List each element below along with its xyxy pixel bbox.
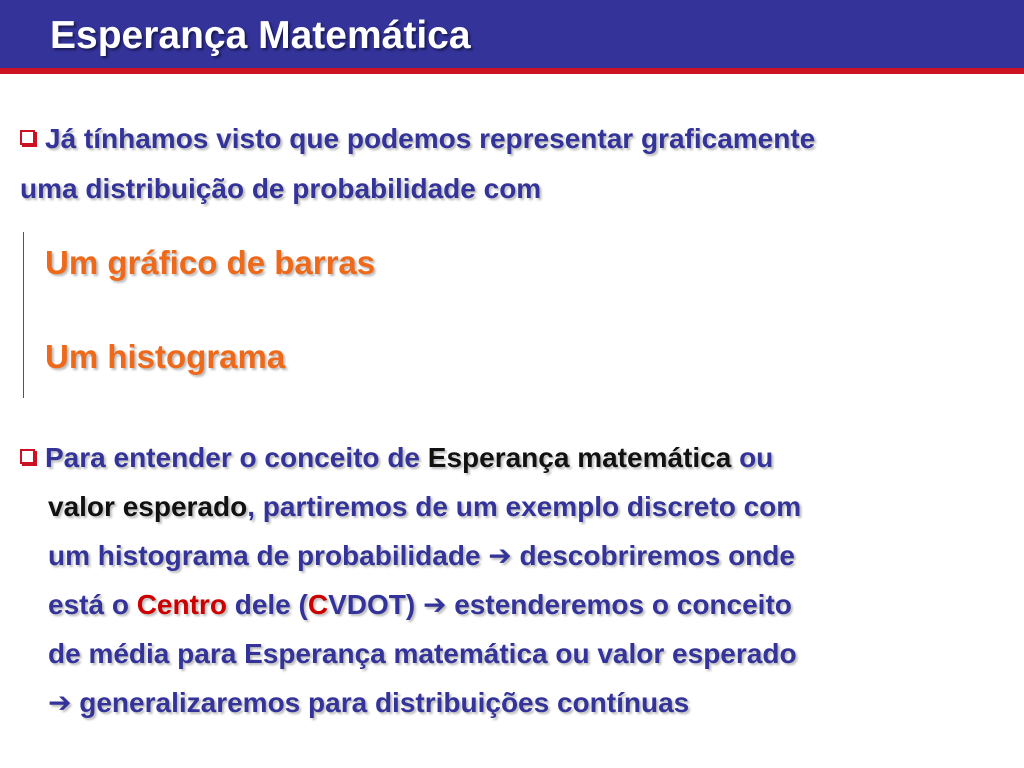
concept-text: de média para Esperança matemática ou valor esperado xyxy=(48,638,797,669)
square-bullet-icon xyxy=(20,449,35,464)
concept-text: descobriremos onde xyxy=(511,540,795,571)
right-arrow-icon: ➔ xyxy=(488,539,512,572)
concept-line xyxy=(20,531,1005,580)
term-valor-esperado: valor esperado xyxy=(48,491,248,522)
concept-text: VDOT) xyxy=(328,589,423,620)
concept-text: dele ( xyxy=(226,589,308,620)
concept-text: está o xyxy=(48,589,137,620)
concept-text: generalizaremos para distribuições contínuas xyxy=(71,687,690,718)
list-item-bar-chart: Um gráfico de barras xyxy=(45,244,376,281)
concept-text: estenderemos o conceito xyxy=(446,589,792,620)
term-c: C xyxy=(307,589,329,620)
title-divider xyxy=(0,68,1024,74)
intro-line-1: Já tínhamos visto que podemos representar graficamente xyxy=(45,123,816,154)
concept-text: ou xyxy=(731,442,774,473)
slide-title: Esperança Matemática xyxy=(50,14,471,57)
concept-text: , partiremos de um exemplo discreto com xyxy=(247,491,802,522)
concept-text: um histograma de probabilidade xyxy=(48,540,489,571)
concept-text: Para entender o conceito de xyxy=(45,442,428,473)
concept-line xyxy=(20,678,1005,727)
concept-line xyxy=(20,629,1005,678)
right-arrow-icon: ➔ xyxy=(422,588,447,621)
intro-line-2: uma distribuição de probabilidade com xyxy=(20,173,542,204)
list-divider-line xyxy=(23,232,24,398)
intro-paragraph xyxy=(20,114,1010,214)
concept-line xyxy=(20,482,1005,531)
concept-paragraph xyxy=(20,433,1005,727)
right-arrow-icon: ➔ xyxy=(48,686,72,719)
term-expected-value: Esperança matemática xyxy=(427,442,732,473)
concept-line xyxy=(20,580,1005,629)
square-bullet-icon xyxy=(20,130,35,145)
term-centro: Centro xyxy=(136,589,227,620)
list-item-histogram: Um histograma xyxy=(45,338,286,375)
